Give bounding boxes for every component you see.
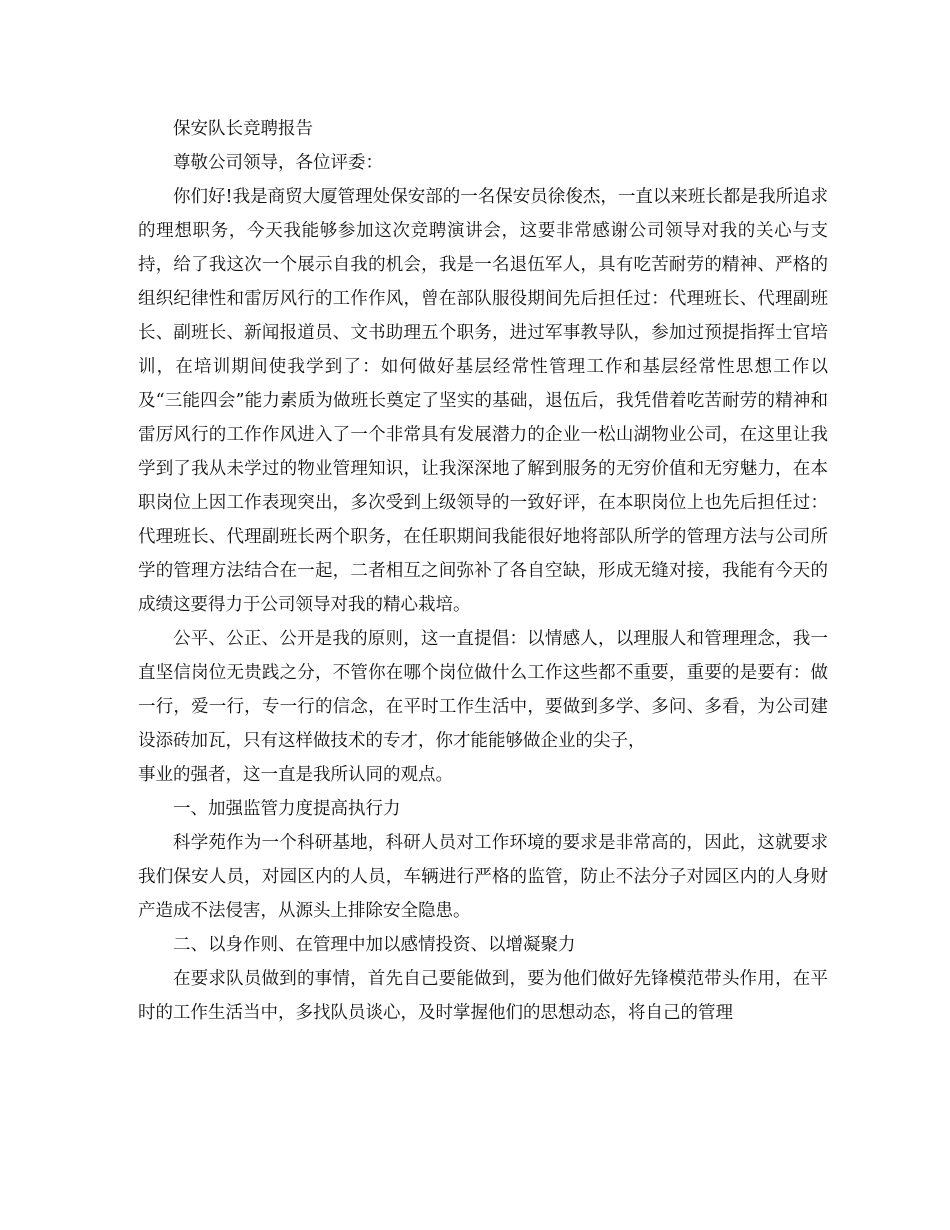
document-body: [138, 112, 828, 1030]
document-title: 保安队长竞聘报告: [173, 119, 313, 139]
paragraph-principles-tail: 事业的强者，这一直是我所认同的观点。: [138, 765, 453, 785]
section-body-2: 在要求队员做到的事情，首先自己要能做到，要为他们做好先锋模范带头作用，在平时的工作生活当中，多找队员谈心，及时掌握他们的思想动态，将自己的管理: [138, 969, 828, 1023]
section-heading-2: 二、以身作则、在管理中加以感情投资、以增凝聚力: [173, 935, 576, 955]
section-body-1: 科学苑作为一个科研基地，科研人员对工作环境的要求是非常高的，因此，这就要求我们保安人员，对园区内的人员，车辆进行严格的监管，防止不法分子对园区内的人身财产造成不法侵害，从源头上排除安全隐患。: [138, 833, 828, 921]
paragraph-principles: 公平、公正、公开是我的原则，这一直提倡：以情感人，以理服人和管理理念，我一直坚信岗位无贵践之分，不管你在哪个岗位做什么工作这些都不重要，重要的是要有：做一行，爱一行，专一行的信念，在平时工作生活中，要做到多学、多问、多看，为公司建设添砖加瓦，只有这样做技术的专才，你才能能够做企业的尖子，: [138, 629, 828, 751]
paragraph-intro: 你们好!我是商贸大厦管理处保安部的一名保安员徐俊杰，一直以来班长都是我所追求的理想职务，今天我能够参加这次竞聘演讲会，这要非常感谢公司领导对我的关心与支持，给了我这次一个展示自我的机会，我是一名退伍军人，具有吃苦耐劳的精神、严格的组织纪律性和雷厉风行的工作作风，曾在部队服役期间先后担任过：代理班长、代理副班长、副班长、新闻报道员、文书助理五个职务，进过军事教导队，参加过预提指挥士官培训，在培训期间使我学到了：如何做好基层经常性管理工作和基层经常性思想工作以及“三能四会”能力素质为做班长奠定了坚实的基础，退伍后，我凭借着吃苦耐劳的精神和雷厉风行的工作作风进入了一个非常具有发展潜力的企业一松山湖物业公司，在这里让我学到了我从未学过的物业管理知识，让我深深地了解到服务的无穷价值和无穷魅力，在本职岗位上因工作表现突出，多次受到上级领导的一致好评，在本职岗位上也先后担任过：代理班长、代理副班长两个职务，在任职期间我能很好地将部队所学的管理方法与公司所学的管理方法结合在一起，二者相互之间弥补了各自空缺，形成无缝对接，我能有今天的成绩这要得力于公司领导对我的精心栽培。: [138, 187, 828, 615]
salutation: 尊敬公司领导，各位评委：: [173, 153, 383, 173]
section-heading-1: 一、加强监管力度提高执行力: [173, 799, 401, 819]
